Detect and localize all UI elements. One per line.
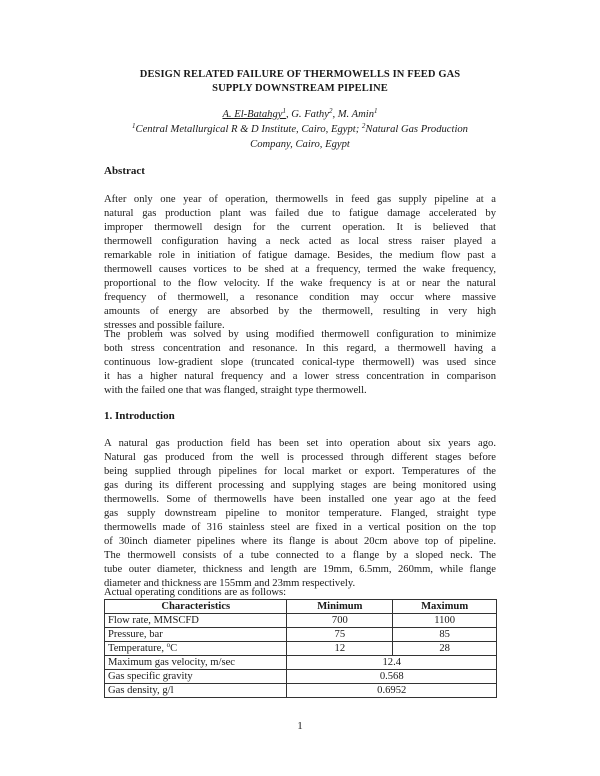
title-line-2: SUPPLY DOWNSTREAM PIPELINE (212, 83, 388, 94)
row-value: 12.4 (287, 656, 497, 670)
text-line: being supplied through pipelines for local market or export. Temperatures of the (104, 466, 496, 477)
text-line: amounts of energy are absorbed by the thermowell, resulting in very high (104, 306, 496, 317)
header-characteristics: Characteristics (105, 600, 287, 614)
text-line: After only one year of operation, thermowells in feed gas supply pipeline at a (104, 194, 496, 205)
row-value: 0.6952 (287, 684, 497, 698)
title-line-1: DESIGN RELATED FAILURE OF THERMOWELLS IN FEED GAS (139, 69, 461, 80)
affiliation-line-1: $^1$Central Metallurgical R & D Institute, Cairo, Egypt; $^2$Natural Gas Production (132, 122, 468, 135)
row-label: Flow rate, MMSCFD (105, 614, 287, 628)
text-line: natural gas production plant was failed due to fatigue damage accelerated by (104, 208, 496, 219)
abstract-paragraph-2 (104, 328, 496, 398)
affiliation-line-2: Company, Cairo, Egypt (250, 139, 350, 150)
text-line: gas during its different processing and supplying stages are being monitored using (104, 480, 496, 491)
text-line: it has a higher natural frequency and a lower stress concentration in comparison (104, 371, 496, 382)
operating-conditions-table (104, 599, 497, 698)
text-line: The problem was solved by using modified thermowell configuration to minimize (104, 329, 496, 340)
row-label: Gas specific gravity (105, 670, 287, 684)
text-line: gas supply downstream pipeline to monitor temperature. Flanged, straight type (104, 508, 496, 519)
row-value: 0.568 (287, 670, 497, 684)
abstract-heading: Abstract (104, 165, 145, 177)
row-min: 75 (287, 628, 393, 642)
text-line: continuous low-gradient slope (truncated conical-type thermowell) was used since (104, 357, 496, 368)
text-line: both stress concentration and resonance. In this regard, a thermowell having a (104, 343, 496, 354)
text-line: Natural gas produced from the well is processed through different stages before (104, 452, 496, 463)
row-label: Maximum gas velocity, m/sec (105, 656, 287, 670)
text-line: of 30inch diameter pipelines where its flange is about 20cm above top of pipeline. (104, 536, 496, 547)
row-label: Temperature, $^o$C (105, 642, 287, 656)
text-line: thermowell causes vortices to be shed at a frequency, termed the wake frequency, (104, 264, 496, 275)
text-line: thermowells. Some of thermowells have been installed one year ago at the feed (104, 494, 496, 505)
text-line: with the failed one that was flanged, straight type thermowell. (104, 385, 367, 396)
table-row (105, 628, 497, 642)
author-3: M. Amin$^1$ (337, 107, 378, 120)
text-line: tube outer diameter, thickness and length are 19mm, 6.5mm, 260mm, while flange (104, 564, 496, 575)
text-line: The thermowell consists of a tube connected to a flange by a sloped neck. The (104, 550, 496, 561)
table-row (105, 670, 497, 684)
author-2: G. Fathy$^2$ (291, 107, 333, 120)
table-caption: Actual operating conditions are as follows: (104, 587, 287, 598)
text-line: thermowells made of 316 stainless steel are fixed in a vertical position on the top (104, 522, 496, 533)
table-row (105, 656, 497, 670)
author-1: A. El-Batahgy$^1$ (222, 107, 286, 120)
page-number: 1 (297, 720, 303, 732)
row-label: Gas density, g/l (105, 684, 287, 698)
row-min: 12 (287, 642, 393, 656)
text-line: remarkable role in initiation of fatigue damage. Besides, the medium flow past a (104, 250, 496, 261)
table-row (105, 614, 497, 628)
text-line: diameter and thickness are 155mm and 23mm respectively. (104, 578, 356, 589)
row-max: 28 (393, 642, 497, 656)
paper-title (104, 68, 496, 96)
text-line: frequency of thermowell, a resonance condition may occur where massive (104, 292, 496, 303)
table-row (105, 642, 497, 656)
header-maximum: Maximum (393, 600, 497, 614)
row-max: 1100 (393, 614, 497, 628)
text-line: proportional to the flow velocity. If the wake frequency is at or near the natural (104, 278, 496, 289)
header-minimum: Minimum (287, 600, 393, 614)
abstract-paragraph-1 (104, 193, 496, 333)
introduction-paragraph (104, 437, 496, 591)
row-max: 85 (393, 628, 497, 642)
table-row (105, 684, 497, 698)
affiliations (104, 122, 496, 152)
text-line: improper thermowell design for the current operation. It is believed that (104, 222, 496, 233)
row-label: Pressure, bar (105, 628, 287, 642)
author-list: A. El-Batahgy$^1$, G. Fathy$^2$, M. Amin$^1$ (222, 107, 378, 120)
text-line: stresses and possible failure. (104, 320, 225, 331)
introduction-heading: 1. Introduction (104, 410, 175, 422)
text-line: A natural gas production field has been set into operation about six years ago. (104, 438, 496, 449)
row-min: 700 (287, 614, 393, 628)
text-line: thermowell configuration having a neck acted as local stress raiser played a (104, 236, 496, 247)
table-header-row (105, 600, 497, 614)
